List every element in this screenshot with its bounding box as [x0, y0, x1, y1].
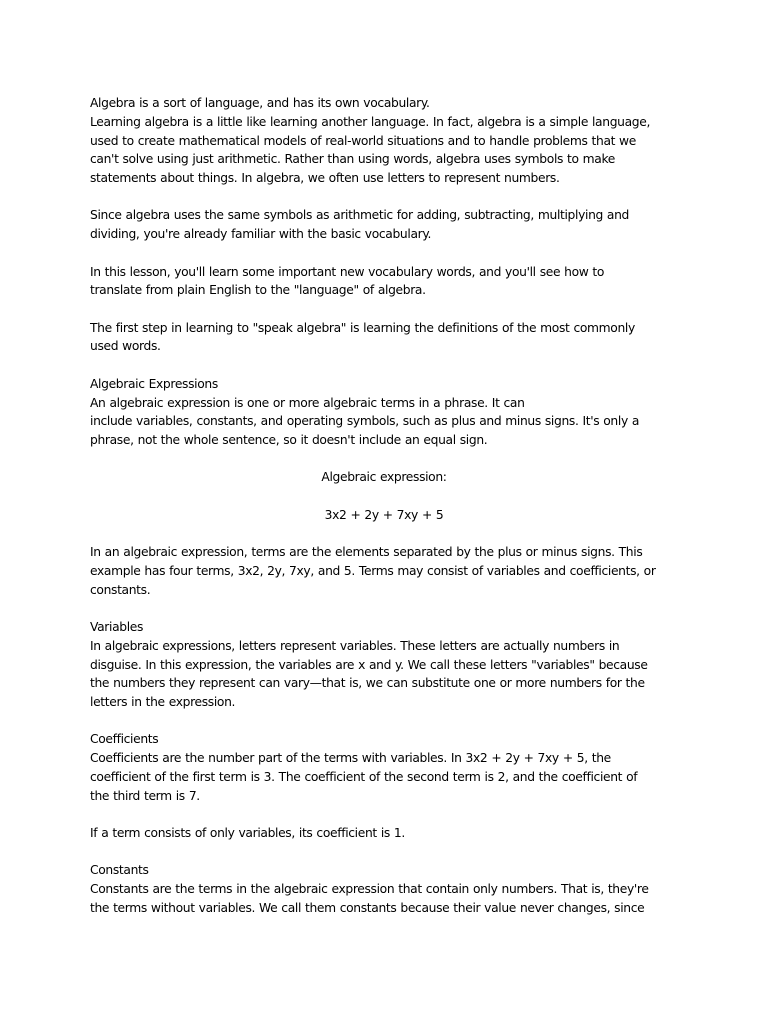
expression-label: Algebraic expression: — [321, 470, 447, 485]
text-line: used to create mathematical models of real-world situations and to handle problems that we — [90, 133, 636, 148]
section-heading-coefficients: Coefficients — [90, 732, 159, 747]
text-line: Algebra is a sort of language, and has its own vocabulary. — [90, 96, 430, 110]
text-line: can't solve using just arithmetic. Rather than using words, algebra uses symbols to make — [90, 152, 615, 167]
section-heading-variables: Variables — [90, 619, 144, 634]
intro-paragraph — [90, 94, 678, 188]
text-line: the numbers they represent can vary—that is, we can substitute one or more numbers for the — [90, 676, 645, 691]
text-line: translate from plain English to the "language" of algebra. — [90, 283, 426, 298]
text-line: Since algebra uses the same symbols as arithmetic for adding, subtracting, multiplying and — [90, 208, 630, 223]
text-line: the third term is 7. — [90, 788, 200, 803]
text-line: In algebraic expressions, letters represent variables. These letters are actually numbers in — [90, 638, 620, 653]
text-line: disguise. In this expression, the variables are x and y. We call these letters "variables" because — [90, 657, 648, 672]
coefficients-section — [90, 730, 678, 805]
text-line: Coefficients are the number part of the terms with variables. In 3x2 + 2y + 7xy + 5, the — [90, 751, 611, 766]
text-line: Learning algebra is a little like learning another language. In fact, algebra is a simple language, — [90, 114, 651, 129]
first-step-paragraph — [90, 319, 678, 357]
text-line: dividing, you're already familiar with the basic vocabulary. — [90, 227, 432, 242]
variables-section — [90, 618, 678, 712]
constants-section — [90, 861, 678, 917]
text-line: An algebraic expression is one or more algebraic terms in a phrase. It can — [90, 395, 525, 410]
symbols-paragraph — [90, 206, 678, 244]
text-line: In an algebraic expression, terms are the elements separated by the plus or minus signs. This — [90, 545, 643, 560]
text-line: The first step in learning to "speak algebra" is learning the definitions of the most commonly — [90, 320, 635, 335]
terms-paragraph — [90, 543, 678, 599]
text-line: In this lesson, you'll learn some important new vocabulary words, and you'll see how to — [90, 264, 605, 279]
expressions-section — [90, 375, 678, 450]
text-line: used words. — [90, 339, 161, 354]
expression-example: 3x2 + 2y + 7xy + 5 — [324, 507, 444, 522]
text-line: If a term consists of only variables, its coefficient is 1. — [90, 826, 405, 841]
text-line: include variables, constants, and operating symbols, such as plus and minus signs. It's only a — [90, 414, 640, 429]
text-line: Constants are the terms in the algebraic expression that contain only numbers. That is, they're — [90, 882, 649, 897]
text-line: the terms without variables. We call them constants because their value never changes, since — [90, 901, 645, 915]
text-line: letters in the expression. — [90, 695, 236, 710]
section-heading-constants: Constants — [90, 863, 149, 878]
text-line: constants. — [90, 582, 151, 597]
text-line: statements about things. In algebra, we often use letters to represent numbers. — [90, 171, 560, 186]
text-line: coefficient of the first term is 3. The coefficient of the second term is 2, and the coefficient of — [90, 770, 638, 785]
section-heading-algebraic-expressions: Algebraic Expressions — [90, 376, 218, 391]
text-line: phrase, not the whole sentence, so it doesn't include an equal sign. — [90, 433, 488, 448]
coefficient-one-paragraph — [90, 824, 678, 843]
lesson-paragraph — [90, 263, 678, 301]
text-line: example has four terms, 3x2, 2y, 7xy, and 5. Terms may consist of variables and coefficients, or — [90, 563, 656, 578]
